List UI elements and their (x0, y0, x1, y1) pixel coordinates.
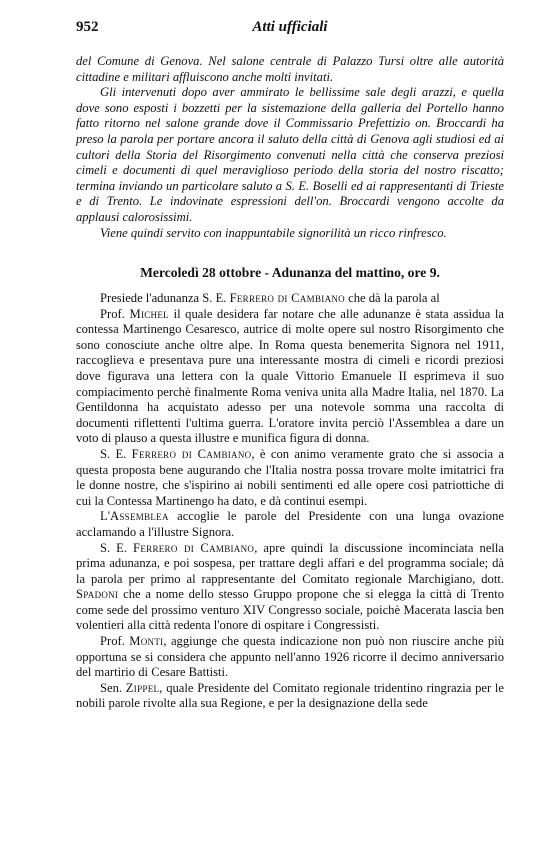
speaker-name: Ferrero di Cambiano (229, 291, 345, 305)
body-paragraph-2 (76, 307, 504, 447)
text-run: S. E. (100, 446, 132, 461)
speaker-name: Zippel (125, 680, 160, 695)
speaker-name: Ferrero di Cambiano (133, 540, 255, 555)
body-paragraph-4 (76, 509, 504, 540)
body-paragraph-1 (76, 291, 504, 307)
text-run: L' (100, 509, 110, 524)
body-paragraph-3 (76, 447, 504, 509)
page-number: 952 (76, 19, 99, 35)
speaker-name: Assemblea (109, 509, 169, 524)
text-run: che dà la parola al (344, 291, 440, 305)
running-title: Atti ufficiali (252, 19, 328, 35)
text-run: il quale desidera far notare che alle adunanze è stata assidua la contessa Martinengo Cesaresco, autrice di molte opere sul nostro Risorgimento che sono conosciute anche oltre alpe. In Roma questa benemerita Signora nel 1911, raccoglieva e presentava pure una interessante mostra di cimeli e ricordi preziosi dove figurava una lettera con la quale Vittorio Emanuele II esprimeva il suo compiacimento perchè finalmente Roma veniva unita alla Madre Italia, nel 1870. La Gentildonna ha acquistato adesso per una notevole somma una raccolta di documenti riflettenti l'ultima guerra. L'oratore invita perciò l'Assemblea a dare un voto di plauso a questa illustre e munifica figura di donna. (76, 306, 504, 446)
text-run: Prof. (100, 306, 130, 321)
minutes-body (76, 291, 504, 712)
text-run: Prof. (100, 634, 130, 649)
text-run: accoglie le parole del Presidente con una lunga ovazione acclamando a l'illustre Signora. (76, 509, 504, 539)
body-paragraph-7 (76, 681, 504, 712)
speaker-name: Spadoni (76, 587, 119, 602)
text-run: Sen. (100, 680, 126, 695)
body-paragraph-6 (76, 634, 504, 681)
body-paragraph-5 (76, 541, 504, 635)
text-run: Presiede l'adunanza S. E. (100, 291, 230, 305)
page-header (76, 19, 504, 41)
intro-paragraph-3: Viene quindi servito con inappuntabile signorilità un ricco rinfresco. (100, 225, 447, 240)
text-run: , quale Presidente del Comitato regionale tridentino ringrazia per le nobili parole rivolte alla sua Regione, e per la designazione della sede (76, 680, 504, 711)
text-run: , è con animo veramente grato che si associa a questa proposta bene augurando che l'Italia nostra possa trovare molte imitatrici fra le donne nostre, che s'ispirino ai nobili sentimenti ed alle opere così patriottiche di cui la Contessa Martinengo ha dato, e dà continui esempi. (76, 446, 505, 508)
intro-italic-block (76, 54, 504, 241)
text-run: S. E. (100, 540, 134, 555)
text-run: , aggiunge che questa indicazione non può non riuscire anche più opportuna se si considera che appunto nell'anno 1926 ricorre il decimo anniversario del martirio di Cesare Battisti. (76, 634, 504, 680)
intro-paragraph-1: del Comune di Genova. Nel salone centrale di Palazzo Tursi oltre alle autorità cittadine e militari affluiscono anche molti invitati. (76, 54, 504, 84)
speaker-name: Monti (129, 634, 164, 649)
text-run: , apre quindi la discussione incominciata nella prima adunanza, e poi sospesa, per trattare degli affari e del programma sociale; dà la parola per primo al rappresentante del Comitato regionale Marchigiano, dott. (76, 540, 505, 586)
text-run: che a nome dello stesso Gruppo propone che si elegga la città di Trento come sede del prossimo venturo XIV Congresso sociale, poichè Macerata lascia ben volentieri alla città redenta l'onore di ospitare i Congressisti. (76, 587, 504, 633)
session-heading: Mercoledì 28 ottobre - Adunanza del mattino, ore 9. (140, 265, 440, 280)
intro-paragraph-2: Gli intervenuti dopo aver ammirato le bellissime sale degli arazzi, e quella dove sono esposti i bozzetti per la sistemazione della galleria del Portello hanno fatto ritorno nel salone grande dove il Commissario Prefettizio on. Broccardi ha preso la parola per portare ancora il saluto della città di Genova agli studiosi ed ai cultori della Storia del Risorgimento convenuti nella città che conserva preziosi cimeli e documenti di quel meraviglioso periodo della storia del nostro riscatto; termina inviando un particolare saluto a S. E. Boselli ed ai rappresentanti di Trieste e di Trento. Le indovinate espressioni dell'on. Broccardi vengono accolte da applausi calorosissimi. (76, 85, 504, 224)
speaker-name: Ferrero di Cambiano (131, 446, 252, 461)
speaker-name: Michel (129, 306, 169, 321)
